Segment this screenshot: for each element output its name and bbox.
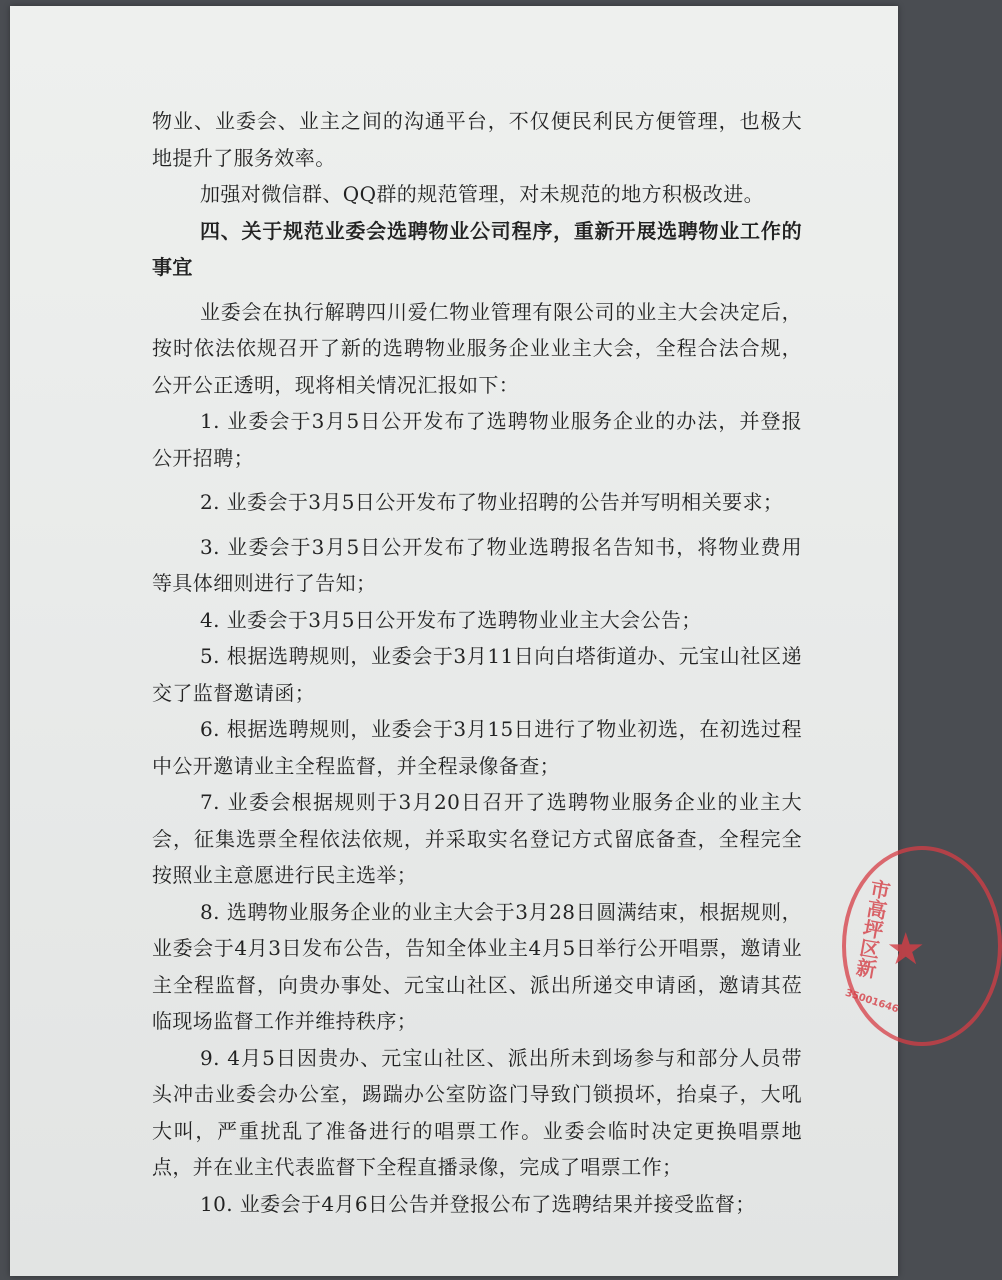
list-item-10: 10. 业委会于4月6日公告并登报公布了选聘结果并接受监督；: [200, 1191, 756, 1216]
seal-number: 35001646: [843, 987, 901, 1016]
list-item-1: 1. 业委会于3月5日公开发布了选聘物业服务企业的办法，并登报公开招聘；: [152, 409, 802, 470]
document-page: [10, 6, 926, 1276]
list-item-2: 2. 业委会于3月5日公开发布了物业招聘的公告并写明相关要求；: [200, 490, 784, 514]
paragraph-wechat-qq: 加强对微信群、QQ群的规范管理，对未规范的地方积极改进。: [200, 182, 764, 206]
list-item-7: 7. 业委会根据规则于3月20日召开了选聘物业服务企业的业主大会，征集选票全程依法依规，并采取实名登记方式留底备查，全程完全按照业主意愿进行民主选举；: [152, 790, 802, 887]
seal-text: 市高坪区新: [851, 877, 893, 980]
list-item-9: 9. 4月5日因贵办、元宝山社区、派出所未到场参与和部分人员带头冲击业委会办公室，踢踹办公室防盗门导致门锁损坏，抬桌子，大吼大叫，严重扰乱了准备进行的唱票工作。业委会临时决定更换唱票地点，并在业主代表监督下全程直播录像，完成了唱票工作；: [152, 1045, 802, 1179]
list-item-8: 8. 选聘物业服务企业的业主大会于3月28日圆满结束，根据规则，业委会于4月3日发布公告，告知全体业主4月5日举行公开唱票，邀请业主全程监督，向贵办事处、元宝山社区、派出所递交申请函，邀请其莅临现场监督工作并维持秩序；: [152, 899, 802, 1033]
document-body: [152, 103, 802, 1222]
official-seal: [842, 846, 1002, 1046]
list-item-5: 5. 根据选聘规则，业委会于3月11日向白塔街道办、元宝山社区递交了监督邀请函；: [152, 644, 802, 705]
section-heading-4: 四、关于规范业委会选聘物业公司程序，重新开展选聘物业工作的事宜: [152, 218, 802, 279]
list-item-6: 6. 根据选聘规则，业委会于3月15日进行了物业初选，在初选过程中公开邀请业主全程监督，并全程录像备查；: [152, 717, 802, 778]
list-item-4: 4. 业委会于3月5日公开发布了选聘物业业主大会公告；: [200, 607, 702, 632]
paragraph-intro: 业委会在执行解聘四川爱仁物业管理有限公司的业主大会决定后，按时依法依规召开了新的选聘物业服务企业业主大会，全程合法合规，公开公正透明，现将相关情况汇报如下：: [152, 299, 802, 397]
star-icon: ★: [886, 924, 926, 975]
paragraph-continuation: 物业、业委会、业主之间的沟通平台，不仅便民利民方便管理，也极大地提升了服务效率。: [152, 109, 802, 170]
list-item-3: 3. 业委会于3月5日公开发布了物业选聘报名告知书，将物业费用等具体细则进行了告知；: [152, 534, 802, 595]
